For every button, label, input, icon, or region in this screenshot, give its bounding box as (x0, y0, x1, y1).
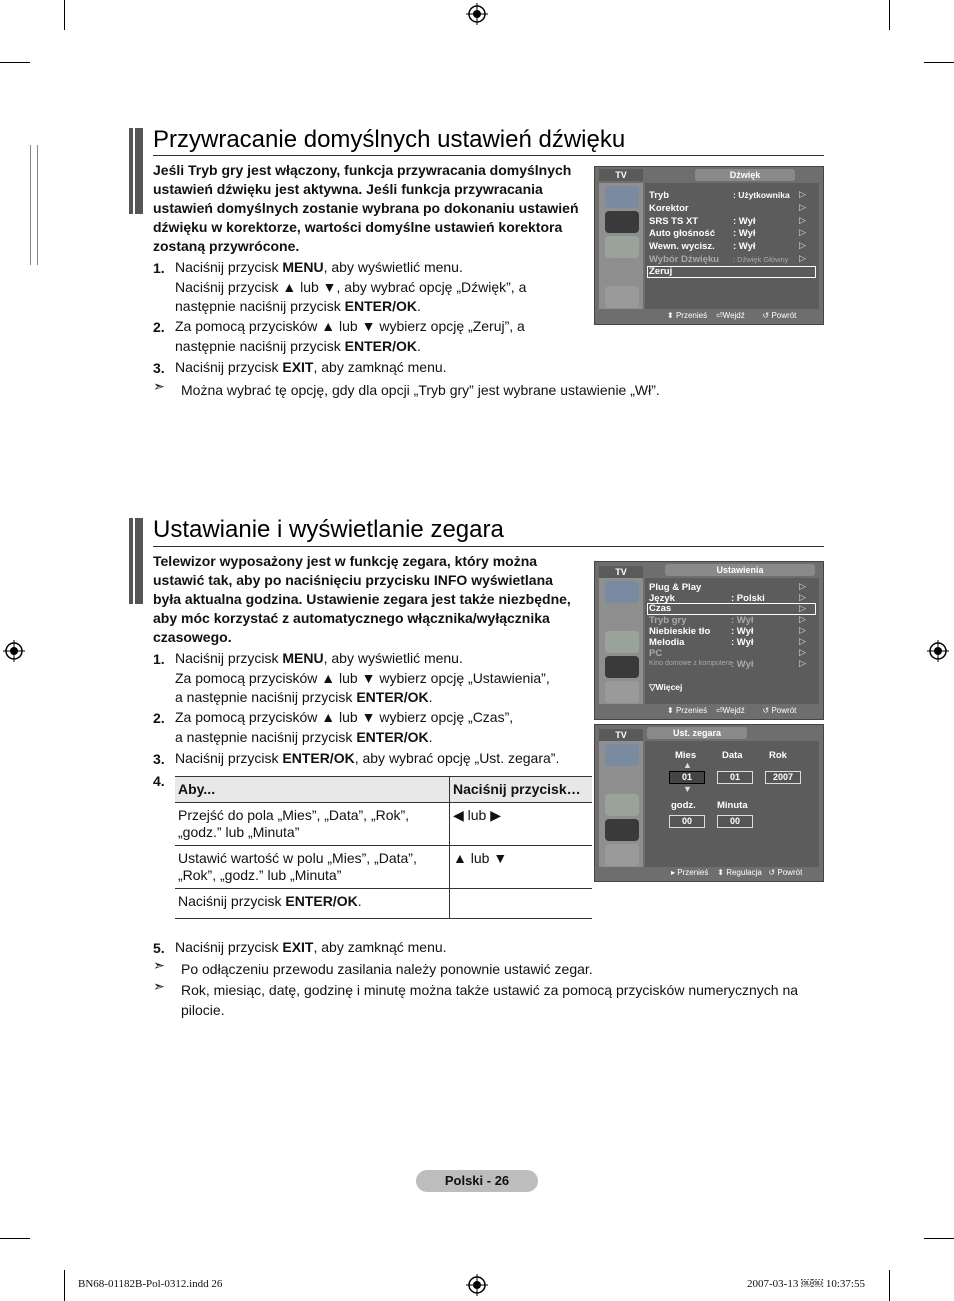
sound-icon (605, 769, 639, 791)
section2-title: Ustawianie i wyświetlanie zegara (153, 516, 504, 543)
return-icon: ↺ (768, 868, 776, 877)
right-arrow-icon: ▷ (799, 592, 806, 602)
osd-sidebar (599, 741, 643, 867)
osd-row[interactable]: Korektor (649, 203, 689, 214)
year-field[interactable]: 2007 (765, 771, 801, 784)
osd-clock-menu (594, 724, 824, 882)
step-number: 2. (153, 319, 165, 335)
month-label: Mies (675, 750, 697, 761)
osd-title: Ust. zegara (647, 727, 747, 739)
instructions-table (175, 776, 592, 919)
table-row: Ustawić wartość w polu „Mies”, „Data”, „Rok”, „godz.” lub „Minuta” ▲ lub ▼ (175, 846, 592, 889)
right-arrow-icon: ▷ (799, 240, 806, 250)
section1-title: Przywracanie domyślnych ustawień dźwięku (153, 126, 626, 153)
step-text: Naciśnij przycisk ENTER/OK, aby wybrać opcję „Ust. zegara”. (175, 750, 560, 766)
right-arrow-icon: ▷ (799, 658, 806, 668)
right-arrow-icon: ▷ (799, 603, 806, 613)
picture-icon (605, 744, 639, 766)
section1-rule (153, 155, 824, 156)
registration-mark-icon (466, 3, 488, 25)
binding-stitch (30, 145, 38, 265)
step-text: Naciśnij przycisk MENU, aby wyświetlić menu. Za pomocą przycisków ▲ lub ▼ wybierz opcję „Ustawienia”, a następnie naciśnij przycisk ENTER/OK. (175, 650, 550, 705)
sound-icon (605, 211, 639, 233)
setup-icon (605, 656, 639, 678)
step-text: Naciśnij przycisk EXIT, aby zamknąć menu. (175, 939, 447, 955)
channel-icon (605, 794, 639, 816)
move-icon: ⬍ (667, 706, 674, 715)
step-text: Naciśnij przycisk EXIT, aby zamknąć menu. (175, 359, 447, 375)
move-icon: ⬍ (667, 311, 674, 320)
move-icon: ▸ (671, 868, 676, 877)
right-arrow-icon: ▷ (799, 215, 806, 225)
osd-tv-label: TV (599, 169, 643, 181)
step-number: 4. (153, 773, 165, 789)
step-number: 5. (153, 940, 165, 956)
input-icon (605, 286, 639, 308)
osd-panel (645, 741, 819, 867)
osd-row[interactable]: Język (649, 593, 675, 604)
osd-title: Dźwięk (695, 169, 795, 181)
picture-icon (605, 581, 639, 603)
osd-more[interactable]: ▽Więcej (649, 682, 683, 692)
note-text: Rok, miesiąc, datę, godzinę i minutę można także ustawić za pomocą przycisków numerycznych na pilocie. (181, 982, 799, 1018)
note-arrow-icon: ➣ (153, 978, 165, 994)
down-arrow-icon[interactable]: ▼ (683, 784, 692, 794)
registration-mark-icon (3, 640, 25, 662)
registration-mark-icon (466, 1274, 488, 1296)
crop-mark (889, 1270, 890, 1301)
step-number: 2. (153, 710, 165, 726)
section-marker (129, 128, 143, 214)
osd-panel: Tryb : Użytkownika ▷ Korektor ▷ SRS TS XT : Wył ▷ Auto głośność : Wył ▷ Wewn. wycisz. : Wył ▷ Wybór Dźwięku : Dźwięk Główny ▷ Zeruj (645, 183, 819, 309)
minute-field[interactable]: 00 (717, 815, 753, 828)
channel-icon (605, 631, 639, 653)
right-arrow-icon: ▷ (799, 647, 806, 657)
setup-icon (605, 261, 639, 283)
section1-intro: Jeśli Tryb gry jest włączony, funkcja przywracania domyślnych ustawień dźwięku jest aktywna. Jeśli funkcja przywracania ustawień domyślnych zostanie wybrana po dokonaniu ustawień dźwięku w korektorze, wartości domyślne ustawień korektora zostaną przywrócone. (153, 162, 579, 254)
table-header: Aby... Naciśnij przycisk… (175, 777, 592, 803)
section2-rule (153, 546, 824, 547)
year-label: Rok (769, 750, 787, 761)
step-text: Za pomocą przycisków ▲ lub ▼ wybierz opcję „Czas”, a następnie naciśnij przycisk ENTER/OK. (175, 709, 514, 745)
osd-row[interactable]: Zeruj (649, 266, 673, 277)
page-number: Polski - 26 (416, 1170, 538, 1192)
osd-panel: Plug & Play ▷ Język : Polski ▷ Czas ▷ Tryb gry : Wył ▷ Niebieskie tło : Wył ▷ Melodia : Wył ▷ PC ▷ Kino domowe z komputera : Wył ▷ ▽Więcej (645, 578, 819, 704)
osd-row[interactable]: PC (649, 648, 663, 659)
crop-mark (924, 62, 954, 63)
right-arrow-icon: ▷ (799, 636, 806, 646)
input-icon (605, 844, 639, 866)
osd-row[interactable]: SRS TS XT (649, 216, 699, 227)
osd-row[interactable]: Melodia (649, 637, 685, 648)
return-icon: ↺ (762, 311, 770, 320)
right-arrow-icon: ▷ (799, 202, 806, 212)
osd-setup-menu (594, 561, 824, 720)
note-arrow-icon: ➣ (153, 378, 165, 394)
adjust-icon: ⬍ (717, 868, 724, 877)
osd-row[interactable]: Tryb (649, 190, 670, 201)
print-footer-left: BN68-01182B-Pol-0312.indd 26 (78, 1278, 223, 1290)
osd-footer: ⬍ Przenieś ⏎Wejdź ↺ Powrót (667, 706, 797, 715)
minute-label: Minuta (717, 800, 748, 811)
osd-row[interactable]: Kino domowe z komputera (649, 660, 732, 667)
channel-icon (605, 236, 639, 258)
osd-row[interactable]: Plug & Play (649, 582, 702, 593)
note-text: Można wybrać tę opcję, gdy dla opcji „Tryb gry” jest wybrane ustawienie „Wł”. (181, 382, 660, 398)
osd-row[interactable]: Czas (649, 603, 672, 614)
section-marker (129, 518, 143, 604)
sound-icon (605, 606, 639, 628)
right-arrow-icon: ▷ (799, 189, 806, 199)
osd-footer: ⬍ Przenieś ⏎Wejdź ↺ Powrót (667, 311, 797, 320)
input-icon (605, 681, 639, 703)
date-label: Data (722, 750, 743, 761)
osd-row[interactable]: Wybór Dźwięku (649, 254, 720, 265)
note-arrow-icon: ➣ (153, 957, 165, 973)
table-row: Naciśnij przycisk ENTER/OK. (175, 889, 592, 919)
osd-row[interactable]: Niebieskie tło (649, 626, 711, 637)
hour-label: godz. (671, 800, 696, 811)
osd-tv-label: TV (599, 729, 643, 741)
osd-row[interactable]: Tryb gry (649, 615, 687, 626)
crop-mark (64, 0, 65, 30)
date-field[interactable]: 01 (717, 771, 753, 784)
right-arrow-icon: ▷ (799, 227, 806, 237)
table-row: Przejść do pola „Mies”, „Data”, „Rok”, „godz.” lub „Minuta” ◀ lub ▶ (175, 803, 592, 846)
osd-row[interactable]: Auto głośność (649, 228, 715, 239)
osd-sidebar (599, 183, 643, 309)
osd-tv-label: TV (599, 566, 643, 578)
step-number: 1. (153, 651, 165, 667)
hour-field[interactable]: 00 (669, 815, 705, 828)
right-arrow-icon: ▷ (799, 253, 806, 263)
osd-sidebar (599, 578, 643, 704)
print-footer-right: 2007-03-13 ￼￼ 10:37:55 (747, 1278, 865, 1290)
picture-icon (605, 186, 639, 208)
osd-sound-menu (594, 166, 824, 325)
crop-mark (64, 1270, 65, 1301)
step-number: 3. (153, 751, 165, 767)
step-text: Za pomocą przycisków ▲ lub ▼ wybierz opcję „Zeruj”, a następnie naciśnij przycisk ENTER/OK. (175, 318, 525, 354)
up-arrow-icon[interactable]: ▲ (683, 760, 692, 770)
osd-title: Ustawienia (665, 564, 815, 576)
return-icon: ↺ (762, 706, 770, 715)
step-number: 1. (153, 260, 165, 276)
osd-selection (647, 603, 816, 615)
step-text: Naciśnij przycisk MENU, aby wyświetlić menu. Naciśnij przycisk ▲ lub ▼, aby wybrać opcję „Dźwięk”, a następnie naciśnij przycisk ENTER/OK. (175, 259, 527, 314)
registration-mark-icon (927, 640, 949, 662)
crop-mark (0, 62, 30, 63)
month-field[interactable]: 01 (669, 771, 705, 784)
section2-intro: Telewizor wyposażony jest w funkcję zegara, który można ustawić tak, aby po naciśnięciu przycisku INFO wyświetlana była aktualna godzina. Ustawienie zegara jest także niezbędne, aby móc korzystać z automatycznego włącznika/wyłącznika czasowego. (153, 553, 571, 645)
step-number: 3. (153, 360, 165, 376)
crop-mark (0, 1238, 30, 1239)
right-arrow-icon: ▷ (799, 614, 806, 624)
right-arrow-icon: ▷ (799, 581, 806, 591)
osd-selection (647, 266, 816, 278)
crop-mark (924, 1238, 954, 1239)
right-arrow-icon: ▷ (799, 625, 806, 635)
enter-icon: ⏎ (715, 706, 723, 715)
crop-mark (889, 0, 890, 30)
osd-row[interactable]: Wewn. wycisz. (649, 241, 715, 252)
osd-footer: ▸ Przenieś ⬍ Regulacja ↺ Powrót (671, 868, 803, 877)
setup-icon (605, 819, 639, 841)
note-text: Po odłączeniu przewodu zasilania należy ponownie ustawić zegar. (181, 961, 593, 977)
enter-icon: ⏎ (715, 311, 723, 320)
